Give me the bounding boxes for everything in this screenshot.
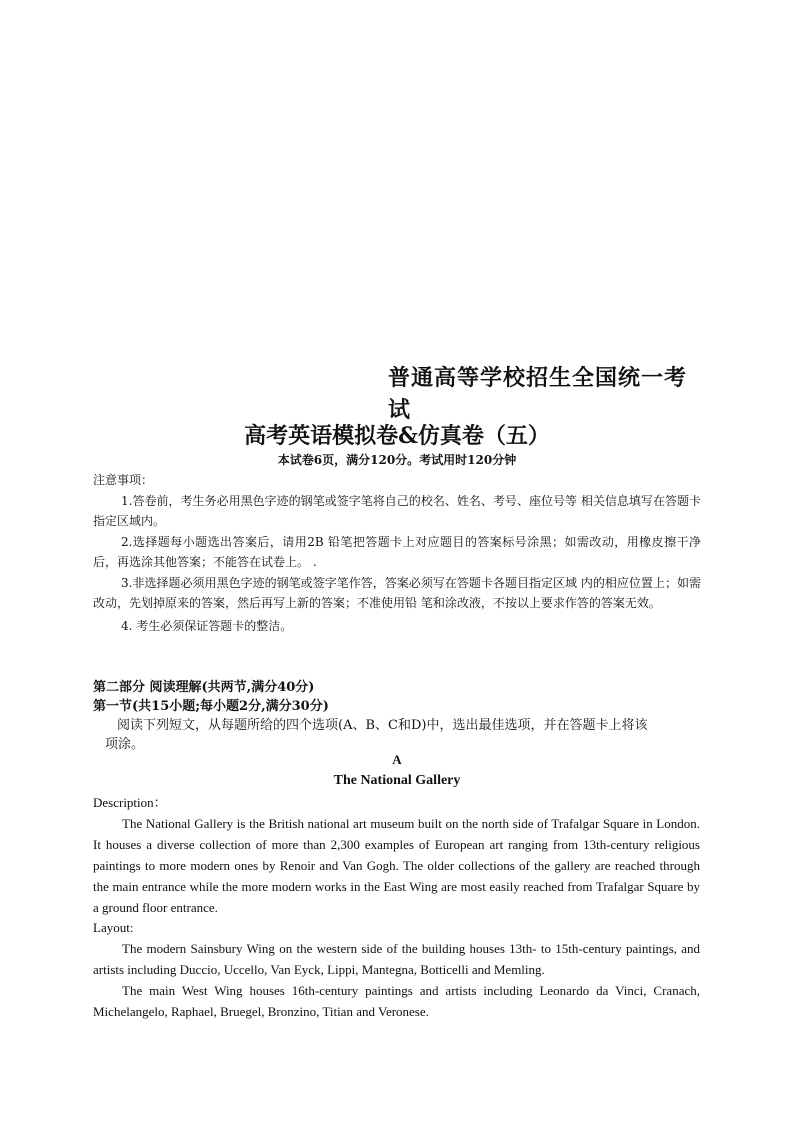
passage-body (93, 793, 700, 1023)
passage-paragraph-2: The modern Sainsbury Wing on the western side of the building houses 13th- to 15th-century paintings, and artists including Duccio, Uccello, Van Eyck, Lippi, Mantegna, Botticelli and Memling. (93, 941, 700, 978)
subpart-heading: 第一节(共15小题;每小题2分,满分30分) (93, 699, 329, 714)
description-label: Description： (93, 795, 167, 810)
exam-subtitle: 本试卷6页，满分120分。考试用时120分钟 (277, 453, 517, 467)
reading-section (93, 678, 701, 754)
notice-item-4: 4. 考生必须保证答题卡的整洁。 (121, 618, 293, 633)
passage-paragraph-1: The National Gallery is the British national art museum built on the north side of Trafalgar Square in London. It houses a diverse collection of more than 2,300 examples of European art ranging from 13th-century religious paintings to more modern ones by Renoir and Van Gogh. The older collections of the gallery are reached through the main entrance while the more modern works in the East Wing are most easily reached from Trafalgar Square by a ground floor entrance. (93, 815, 700, 915)
instruction-line-2: 项涂。 (105, 737, 145, 752)
part-heading: 第二部分 阅读理解(共两节,满分40分) (93, 680, 315, 695)
instruction-line-1: 阅读下列短文，从每题所给的四个选项(A、B、C和D)中，选出最佳选项，并在答题卡上将该 (117, 718, 648, 733)
passage-paragraph-3: The main West Wing houses 16th-century paintings and artists including Leonardo da Vinci, Cranach, Michelangelo, Raphael, Bruegel, Bronzino, Titian and Veronese. (93, 983, 700, 1020)
notice-item-3: 3.非选择题必须用黑色字迹的钢笔或签字笔作答，答案必须写在答题卡各题目指定区域 内的相应位置上；如需改动，先划掉原来的答案，然后再写上新的答案；不准使用铅 笔和涂改液，不按以上要求作答的答案无效。 (93, 575, 701, 610)
exam-header-line2: 试 (388, 397, 412, 423)
exam-header (388, 362, 708, 426)
notice-item-1: 1.答卷前，考生务必用黑色字迹的钢笔或签字笔将自己的校名、姓名、考号、座位号等 相关信息填写在答题卡指定区域内。 (93, 493, 701, 528)
exam-header-line1: 普通高等学校招生全国统一考 (388, 365, 688, 391)
exam-title: 高考英语模拟卷&仿真卷（五） (244, 423, 550, 449)
passage-title: The National Gallery (333, 773, 461, 788)
notice-heading: 注意事项： (93, 473, 154, 487)
notice-item-2: 2.选择题每小题选出答案后，请用2B 铅笔把答题卡上对应题目的答案标号涂黑；如需改动，用橡皮擦干净后，再选涂其他答案；不能答在试卷上。 . (93, 534, 701, 569)
notice-block (93, 470, 701, 636)
layout-label: Layout: (93, 920, 134, 936)
passage-letter: A (392, 752, 402, 767)
